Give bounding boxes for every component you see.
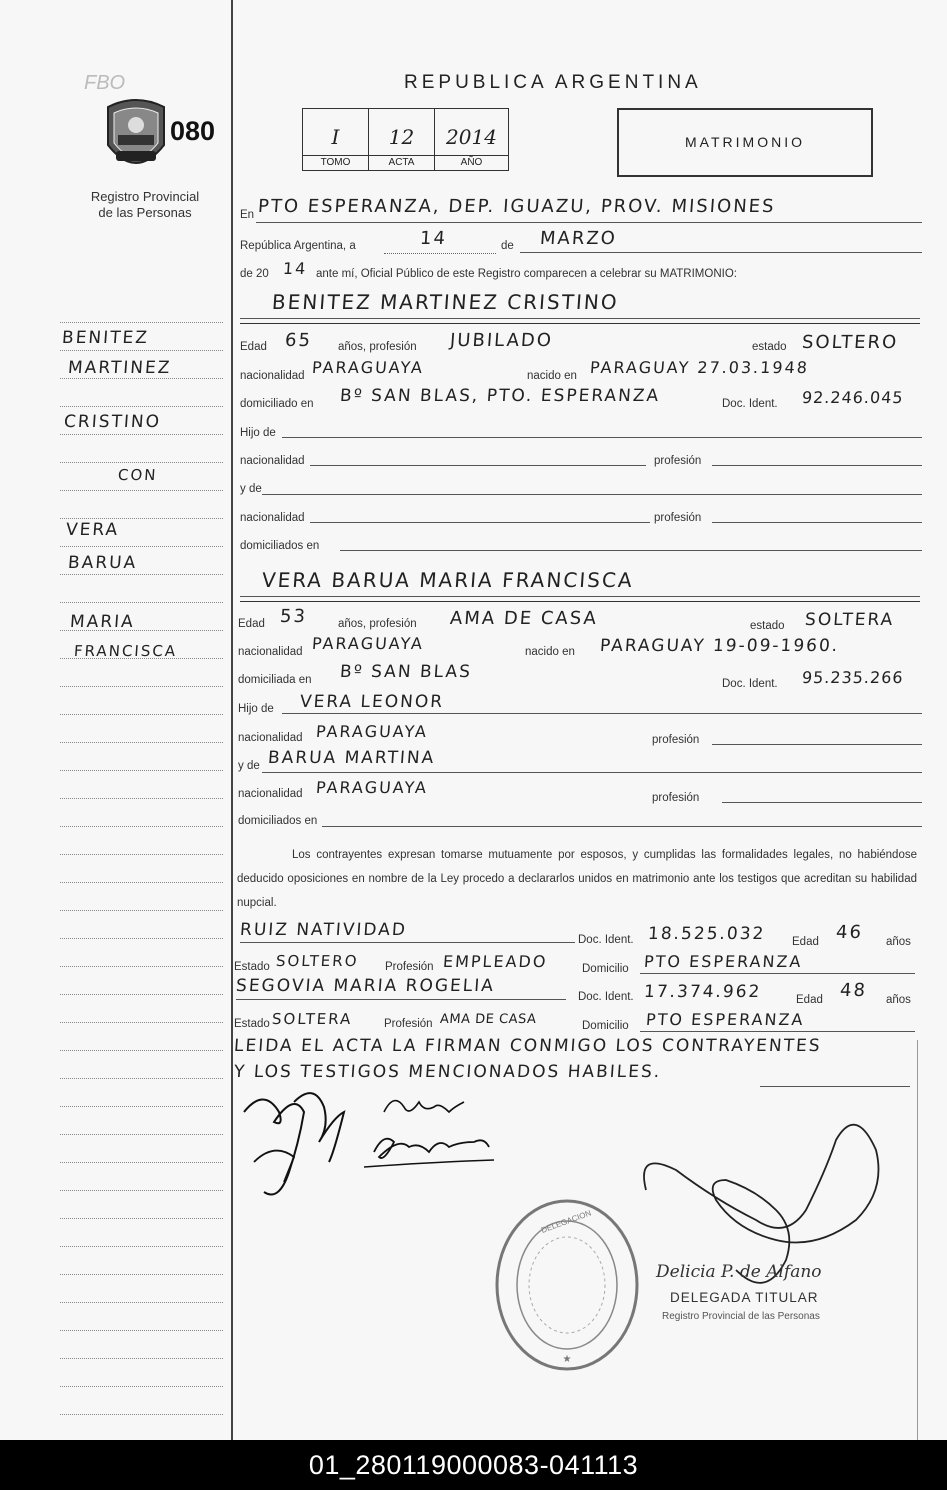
tomo-value: I xyxy=(331,125,340,149)
witness1-address-line xyxy=(640,973,915,974)
ceremony-month: MARZO xyxy=(539,228,618,249)
page-title: REPUBLICA ARGENTINA xyxy=(404,72,702,93)
margin-ruled-line xyxy=(60,686,223,687)
groom-name-line2 xyxy=(240,323,920,324)
margin-ruled-line xyxy=(60,910,223,911)
closing-line1: LEIDA EL ACTA LA FIRMAN CONMIGO LOS CONTRAYENTES xyxy=(233,1036,823,1056)
bride-nationality: PARAGUAYA xyxy=(311,634,425,653)
margin-ruled-line xyxy=(60,602,223,603)
margin-ruled-line xyxy=(60,434,223,435)
groom-profession: JUBILADO xyxy=(449,330,554,351)
margin-ruled-line xyxy=(60,518,223,519)
margin-ruled-line xyxy=(60,742,223,743)
bride-father: VERA LEONOR xyxy=(299,692,445,712)
margin-ruled-line xyxy=(60,826,223,827)
groom-address: Bº SAN BLAS, PTO. ESPERANZA xyxy=(339,386,661,406)
margin-ruled-line xyxy=(60,994,223,995)
bride-yde-label: y de xyxy=(238,760,260,772)
margin-ruled-line xyxy=(60,1106,223,1107)
bride-profession: AMA DE CASA xyxy=(449,608,599,629)
witness1-estado-label: Estado xyxy=(234,961,270,973)
witness2-name: SEGOVIA MARIA ROGELIA xyxy=(235,976,496,996)
witness1-doc: 18.525.032 xyxy=(647,924,767,944)
groom-status: SOLTERO xyxy=(801,332,899,353)
groom-estado-label: estado xyxy=(752,341,787,353)
groom-mother-nac-label: nacionalidad xyxy=(240,512,305,524)
witness1-doc-label: Doc. Ident. xyxy=(578,934,634,946)
margin-ruled-line xyxy=(60,1274,223,1275)
witness1-prof-label: Profesión xyxy=(385,961,434,973)
bride-mother-prof-line xyxy=(722,802,922,803)
groom-born: PARAGUAY 27.03.1948 xyxy=(589,358,810,377)
closing-line xyxy=(760,1086,910,1087)
groom-father-nac-label: nacionalidad xyxy=(240,455,305,467)
bride-edad-label: Edad xyxy=(238,618,265,630)
margin-ruled-line xyxy=(60,1078,223,1079)
official-registry: Registro Provincial de las Personas xyxy=(662,1311,820,1322)
bride-mother: BARUA MARTINA xyxy=(267,748,436,768)
groom-name: BENITEZ MARTINEZ CRISTINO xyxy=(271,290,620,314)
bride-doc: 95.235.266 xyxy=(801,668,905,687)
bride-name: VERA BARUA MARIA FRANCISCA xyxy=(261,568,635,592)
margin-ruled-line xyxy=(60,1134,223,1135)
margin-line4: CON xyxy=(117,466,159,484)
tomo-box xyxy=(302,108,369,171)
bride-nacido-label: nacido en xyxy=(525,646,575,658)
groom-hijo-label: Hijo de xyxy=(240,427,276,439)
anio-box xyxy=(434,108,509,171)
witness2-doc: 17.374.962 xyxy=(643,982,763,1002)
anio-label: AÑO xyxy=(435,155,508,170)
intro-sentence: ante mí, Oficial Público de este Registro comparecen a celebrar su MATRIMONIO: xyxy=(316,268,737,280)
ceremony-day: 14 xyxy=(419,228,448,249)
groom-father-line xyxy=(282,437,922,438)
margin-ruled-line xyxy=(60,406,223,407)
acta-value: 12 xyxy=(388,125,415,149)
official-stamp-icon xyxy=(493,1196,641,1374)
groom-nacido-label: nacido en xyxy=(527,370,577,382)
margin-ruled-line xyxy=(60,322,223,323)
margin-ruled-line xyxy=(60,854,223,855)
witness2-profession: AMA DE CASA xyxy=(439,1012,537,1027)
bride-father-prof-label: profesión xyxy=(652,734,700,746)
witness2-age: 48 xyxy=(839,980,868,1001)
anio-value: 2014 xyxy=(446,125,497,149)
groom-father-prof-label: profesión xyxy=(654,455,702,467)
margin-line5: VERA xyxy=(65,520,120,540)
svg-text:DELEGACION: DELEGACION xyxy=(539,1208,593,1235)
right-border xyxy=(917,1040,918,1440)
bride-name-line xyxy=(240,596,920,597)
groom-mother-prof-line xyxy=(712,522,922,523)
bride-age: 53 xyxy=(279,606,308,627)
de-label: de xyxy=(501,240,514,252)
acta-label: ACTA xyxy=(369,155,434,170)
closing-line2: Y LOS TESTIGOS MENCIONADOS HABILES. xyxy=(233,1062,662,1082)
witness1-name-line xyxy=(240,942,575,943)
margin-line3: CRISTINO xyxy=(63,412,162,432)
bride-domiciliados-line xyxy=(322,826,922,827)
corner-mark: FBO xyxy=(84,72,126,94)
ceremony-place: PTO ESPERANZA, DEP. IGUAZU, PROV. MISIONES xyxy=(257,196,777,217)
svg-text:★: ★ xyxy=(562,1354,572,1365)
tomo-label: TOMO xyxy=(303,155,368,170)
bride-father-nac-label: nacionalidad xyxy=(238,732,303,744)
witness1-name: RUIZ NATIVIDAD xyxy=(239,920,408,940)
margin-ruled-line xyxy=(60,1190,223,1191)
month-line xyxy=(520,252,922,253)
contracting-parties-signatures xyxy=(234,1082,544,1212)
record-number: 080 xyxy=(170,116,216,146)
margin-ruled-line xyxy=(60,1302,223,1303)
bride-mother-prof-label: profesión xyxy=(652,792,700,804)
margin-ruled-line xyxy=(60,1218,223,1219)
official-title: DELEGADA TITULAR xyxy=(670,1290,819,1305)
groom-mother-prof-label: profesión xyxy=(654,512,702,524)
margin-ruled-line xyxy=(60,490,223,491)
witness2-anios-label: años xyxy=(886,994,911,1006)
groom-father-prof-line xyxy=(712,465,922,466)
groom-dom-label: domiciliado en xyxy=(240,398,314,410)
acta-box xyxy=(368,108,435,171)
year-suffix: 14 xyxy=(282,259,309,278)
registry-label xyxy=(70,189,220,221)
witness2-prof-label: Profesión xyxy=(384,1018,433,1030)
groom-domiciliados-line xyxy=(340,550,922,551)
bride-prof-label: años, profesión xyxy=(338,618,417,630)
bride-nac-label: nacionalidad xyxy=(238,646,303,658)
witness1-age: 46 xyxy=(835,922,864,943)
bride-status: SOLTERA xyxy=(804,610,895,630)
registry-line1: Registro Provincial xyxy=(90,189,200,204)
margin-ruled-line xyxy=(60,1246,223,1247)
groom-edad-label: Edad xyxy=(240,341,267,353)
bride-address: Bº SAN BLAS xyxy=(339,662,473,682)
margin-ruled-line xyxy=(60,574,223,575)
witness2-dom-label: Domicilio xyxy=(582,1020,629,1032)
margin-line7: MARIA xyxy=(69,612,136,632)
bride-dom-label: domiciliada en xyxy=(238,674,312,686)
margin-ruled-line xyxy=(60,882,223,883)
margin-ruled-line xyxy=(60,546,223,547)
margin-ruled-line xyxy=(60,966,223,967)
groom-nac-label: nacionalidad xyxy=(240,370,305,382)
witness2-edad-label: Edad xyxy=(796,994,823,1006)
margin-line1: BENITEZ xyxy=(61,328,150,348)
witness1-status: SOLTERO xyxy=(275,952,360,970)
bride-name-line2 xyxy=(240,601,920,602)
bride-born: PARAGUAY 19-09-1960. xyxy=(599,636,840,656)
en-label: En xyxy=(240,209,255,221)
registry-line2: de las Personas xyxy=(98,205,192,220)
bride-doc-label: Doc. Ident. xyxy=(722,678,778,690)
place-line xyxy=(256,222,922,223)
bride-domiciliados-label: domiciliados en xyxy=(238,815,318,827)
bride-mother-line xyxy=(262,772,922,773)
groom-mother-nac-line xyxy=(310,522,650,523)
margin-ruled-line xyxy=(60,462,223,463)
bride-estado-label: estado xyxy=(750,620,785,632)
year-prefix: de 20 xyxy=(240,268,269,280)
margin-ruled-line xyxy=(60,714,223,715)
margin-ruled-line xyxy=(60,1414,223,1415)
province-seal-icon xyxy=(102,97,170,175)
groom-doc-label: Doc. Ident. xyxy=(722,398,778,410)
bride-mother-nationality: PARAGUAYA xyxy=(315,778,429,797)
groom-name-line xyxy=(240,318,920,319)
declaration-text: Los contrayentes expresan tomarse mutuamente por esposos, y cumplidas las formalidades legales, no habiéndose deducido oposiciones en nombre de la Ley procedo a declararlos unidos en matrimonio ante los testigos que acreditan su habilidad nupcial. xyxy=(237,849,917,909)
margin-ruled-line xyxy=(60,1358,223,1359)
margin-ruled-line xyxy=(60,378,223,379)
witness1-dom-label: Domicilio xyxy=(582,963,629,975)
record-type: MATRIMONIO xyxy=(685,134,805,150)
witness1-anios-label: años xyxy=(886,936,911,948)
document-code: 01_280119000083-041113 xyxy=(0,1440,947,1490)
witness1-profession: EMPLEADO xyxy=(442,952,549,971)
margin-line6: BARUA xyxy=(67,553,138,573)
margin-ruled-line xyxy=(60,770,223,771)
margin-ruled-line xyxy=(60,1022,223,1023)
witness2-estado-label: Estado xyxy=(234,1018,270,1030)
groom-yde-label: y de xyxy=(240,483,262,495)
margin-ruled-line xyxy=(60,938,223,939)
bride-father-prof-line xyxy=(712,744,922,745)
groom-nationality: PARAGUAYA xyxy=(311,358,425,377)
witness1-edad-label: Edad xyxy=(792,936,819,948)
margin-ruled-line xyxy=(60,350,223,351)
groom-doc: 92.246.045 xyxy=(801,388,905,407)
margin-divider xyxy=(231,0,233,1440)
day-line xyxy=(384,253,496,254)
groom-father-nac-line xyxy=(310,465,646,466)
margin-ruled-line xyxy=(60,798,223,799)
groom-domiciliados-label: domiciliados en xyxy=(240,540,320,552)
margin-ruled-line xyxy=(60,1330,223,1331)
groom-prof-label: años, profesión xyxy=(338,341,417,353)
margin-ruled-line xyxy=(60,1162,223,1163)
witness2-address: PTO ESPERANZA xyxy=(645,1010,806,1029)
witness2-address-line xyxy=(640,1031,915,1032)
bride-hijo-label: Hijo de xyxy=(238,703,274,715)
margin-ruled-line xyxy=(60,1050,223,1051)
margin-ruled-line xyxy=(60,1386,223,1387)
witness2-doc-label: Doc. Ident. xyxy=(578,991,634,1003)
witness2-name-line xyxy=(236,999,566,1000)
groom-age: 65 xyxy=(284,330,313,351)
bride-father-nationality: PARAGUAYA xyxy=(315,722,429,741)
record-type-box xyxy=(617,108,873,177)
bride-father-line xyxy=(282,713,922,714)
republica-label: República Argentina, a xyxy=(240,240,356,252)
bride-mother-nac-label: nacionalidad xyxy=(238,788,303,800)
official-name: Delicia P. de Alfano xyxy=(656,1262,822,1282)
groom-mother-line xyxy=(262,494,922,495)
margin-line8: FRANCISCA xyxy=(73,642,178,660)
witness2-status: SOLTERA xyxy=(271,1010,353,1028)
margin-line2: MARTINEZ xyxy=(67,358,173,378)
witness1-address: PTO ESPERANZA xyxy=(643,952,804,971)
